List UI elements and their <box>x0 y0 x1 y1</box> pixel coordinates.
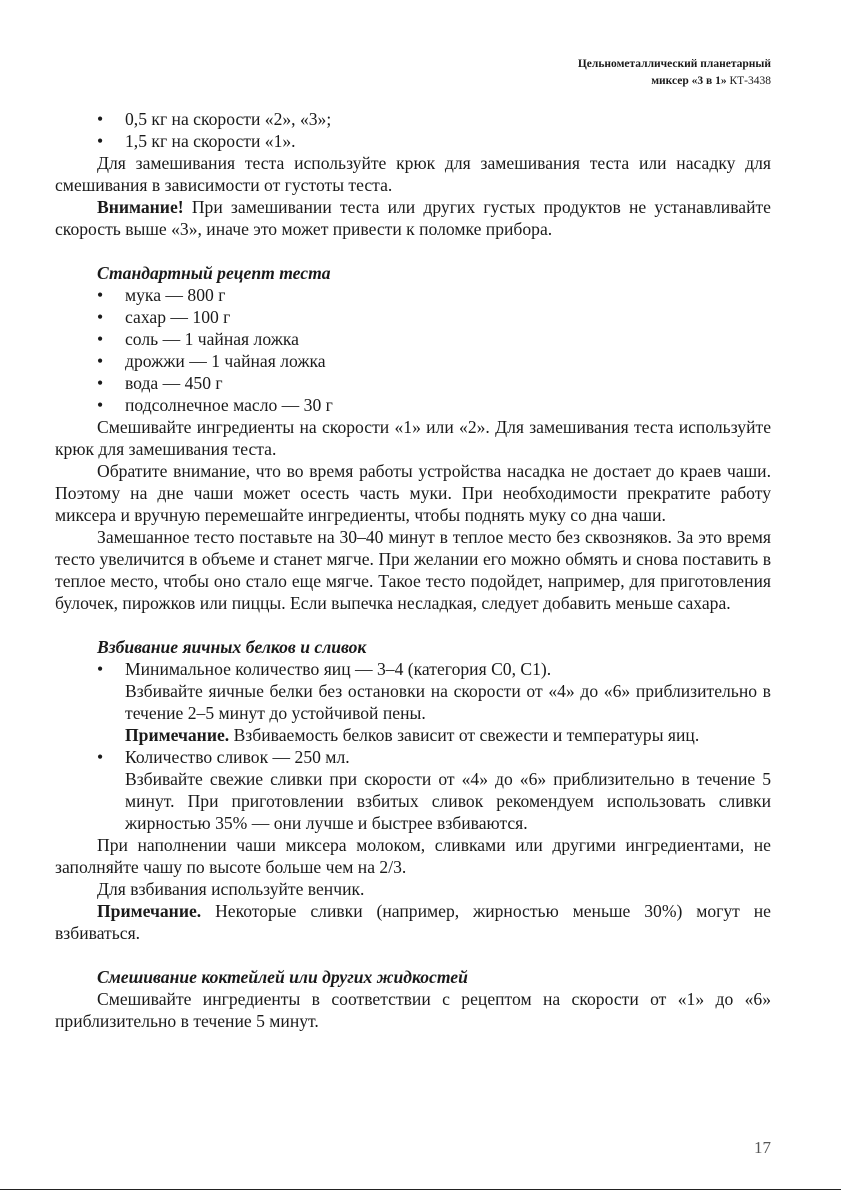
paragraph-warning <box>55 196 771 240</box>
section-heading-cocktails: Смешивание коктейлей или других жидкостей <box>97 967 468 987</box>
list-item <box>55 394 771 416</box>
bullet-icon: • <box>97 285 104 305</box>
cream-instructions: Взбивайте свежие сливки при скорости от «4» до «6» приблизительно в течение 5 минут. При приготовлении взбитых сливок рекомендуем использовать сливки жирностью 35% — они лучше и быстрее взбиваются. <box>125 769 771 833</box>
ingredient-text: подсолнечное масло — 30 г <box>125 395 333 415</box>
bullet-icon: • <box>97 395 104 415</box>
paragraph-bowl-filling: При наполнении чаши миксера молоком, сливками или другими ингредиентами, не заполняйте чашу по высоте больше чем на 2/3. <box>55 835 771 877</box>
eggs-quantity-text: Минимальное количество яиц — 3–4 (категория С0, С1). <box>125 659 552 679</box>
whipping-list <box>55 658 771 680</box>
whipping-list-cream <box>55 746 771 768</box>
header-model-line <box>578 73 771 90</box>
bullet-icon: • <box>97 131 104 151</box>
bullet-icon: • <box>97 659 104 679</box>
list-item <box>55 306 771 328</box>
list-item <box>55 658 771 680</box>
warning-text: При замешивании теста или других густых продуктов не устанавливайте скорость выше «3», иначе это может привести к поломке прибора. <box>55 197 771 239</box>
page-header <box>578 56 771 90</box>
bullet-icon: • <box>97 109 104 129</box>
paragraph-dough-mixing: Смешивайте ингредиенты на скорости «1» или «2». Для замешивания теста используйте крюк для замешивания теста. <box>55 417 771 459</box>
paragraph-dough-rising: Замешанное тесто поставьте на 30–40 минут в теплое место без сквозняков. За это время тесто увеличится в объеме и станет мягче. При желании его можно обмять и снова поставить в теплое место, чтобы оно стало еще мягче. Такое тесто подойдет, например, для приготовления булочек, пирожков или пиццы. Если выпечка несладкая, следует добавить меньше сахара. <box>55 527 771 613</box>
paragraph-cocktails: Смешивайте ингредиенты в соответствии с рецептом на скорости от «1» до «6» приблизительно в течение 5 минут. <box>55 989 771 1031</box>
header-model-number: КТ-3438 <box>729 75 771 87</box>
paragraph-whisk: Для взбивания используйте венчик. <box>97 879 365 899</box>
bullet-icon: • <box>97 373 104 393</box>
ingredient-text: сахар — 100 г <box>125 307 231 327</box>
ingredient-text: мука — 800 г <box>125 285 226 305</box>
eggs-note-label: Примечание. <box>125 725 230 745</box>
paragraph-kneading: Для замешивания теста используйте крюк для замешивания теста или насадку для смешивания в зависимости от густоты теста. <box>55 153 771 195</box>
paragraph-dough-attention: Обратите внимание, что во время работы устройства насадка не достает до краев чаши. Поэтому на дне чаши может осесть часть муки. При необходимости прекратите работу миксера и вручную перемешайте ингредиенты, чтобы поднять муку со дна чаши. <box>55 461 771 525</box>
list-item <box>55 350 771 372</box>
eggs-note-text: Взбиваемость белков зависит от свежести и температуры яиц. <box>229 725 700 745</box>
eggs-note <box>55 724 771 746</box>
list-item-text: 0,5 кг на скорости «2», «3»; <box>125 109 332 129</box>
ingredient-text: соль — 1 чайная ложка <box>125 329 299 349</box>
cream-note-label: Примечание. <box>97 901 202 921</box>
bottom-divider <box>0 1189 841 1190</box>
bullet-icon: • <box>97 747 104 767</box>
eggs-instructions: Взбивайте яичные белки без остановки на скорости от «4» до «6» приблизительно в течение 2–5 минут до устойчивой пены. <box>125 681 771 723</box>
list-item-text: 1,5 кг на скорости «1». <box>125 131 296 151</box>
list-item <box>55 108 771 130</box>
section-heading-whipping: Взбивание яичных белков и сливок <box>97 637 367 657</box>
warning-label: Внимание! <box>97 197 184 217</box>
section-heading-dough: Стандартный рецепт теста <box>97 263 331 283</box>
list-item <box>55 130 771 152</box>
list-item <box>55 372 771 394</box>
page-number: 17 <box>754 1138 771 1157</box>
page-content <box>55 108 771 1032</box>
cream-note-text: Некоторые сливки (например, жирностью меньше 30%) могут не взбиваться. <box>55 901 771 943</box>
bullet-icon: • <box>97 351 104 371</box>
list-item <box>55 328 771 350</box>
header-product-name: миксер «3 в 1» <box>651 75 727 87</box>
dough-ingredients-list <box>55 284 771 416</box>
paragraph-cream-note <box>55 900 771 944</box>
ingredient-text: дрожжи — 1 чайная ложка <box>125 351 326 371</box>
bullet-icon: • <box>97 329 104 349</box>
bullet-icon: • <box>97 307 104 327</box>
list-item <box>55 284 771 306</box>
list-item <box>55 746 771 768</box>
cream-quantity-text: Количество сливок — 250 мл. <box>125 747 350 767</box>
header-product-line: Цельнометаллический планетарный <box>577 58 771 70</box>
speeds-list <box>55 108 771 152</box>
ingredient-text: вода — 450 г <box>125 373 223 393</box>
